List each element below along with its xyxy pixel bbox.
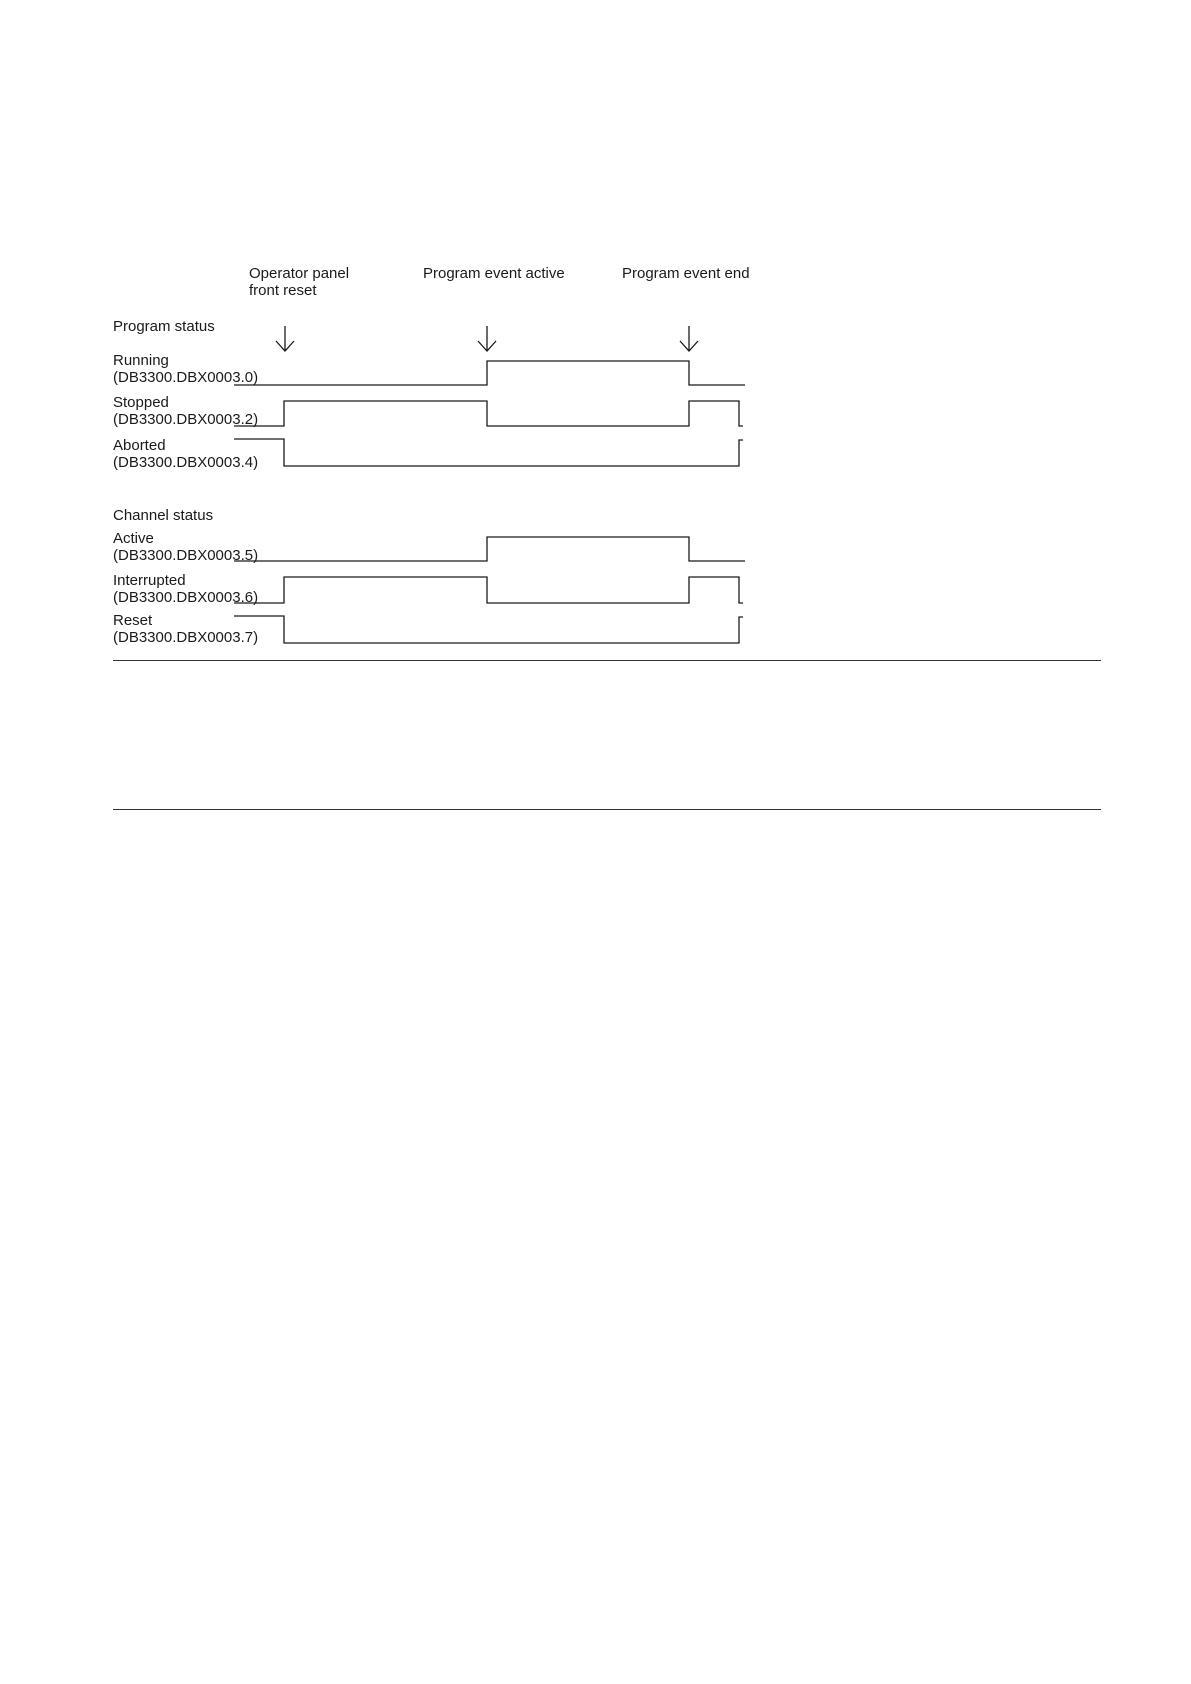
signal-address: (DB3300.DBX0003.4)	[113, 454, 259, 471]
event-label-end	[622, 265, 750, 282]
signal-name: Reset	[113, 612, 153, 629]
event-label-reset	[249, 265, 349, 299]
event-label-reset-line1: Operator panel	[249, 265, 350, 282]
event-label-active	[423, 265, 565, 282]
waveform-reset	[234, 616, 743, 643]
waveform-active	[234, 537, 745, 561]
channel-status-heading: Channel status	[113, 507, 214, 524]
signal-address: (DB3300.DBX0003.6)	[113, 589, 259, 606]
program-status-heading: Program status	[113, 318, 215, 335]
arrow-down-icon	[680, 326, 698, 351]
waveform-aborted	[234, 439, 743, 466]
waveform-interrupted	[234, 577, 743, 603]
signal-name: Active	[113, 530, 154, 547]
signal-address: (DB3300.DBX0003.7)	[113, 629, 259, 646]
signal-label-active	[113, 530, 258, 564]
signal-name: Aborted	[113, 437, 166, 454]
event-label-end-line1: Program event end	[622, 265, 750, 282]
arrow-down-icon	[478, 326, 496, 351]
signal-label-aborted	[113, 437, 258, 471]
event-label-active-line1: Program event active	[423, 265, 565, 282]
signal-label-interrupted	[113, 572, 258, 606]
signal-address: (DB3300.DBX0003.0)	[113, 369, 259, 386]
signal-name: Stopped	[113, 394, 169, 411]
signal-label-stopped	[113, 394, 258, 428]
waveform-running	[234, 361, 745, 385]
event-label-reset-line2: front reset	[249, 282, 317, 299]
divider-top	[113, 660, 1101, 661]
divider-bottom	[113, 809, 1101, 810]
arrow-down-icon	[276, 326, 294, 351]
waveform-stopped	[234, 401, 743, 426]
signal-name: Interrupted	[113, 572, 186, 589]
signal-label-running	[113, 352, 258, 386]
signal-label-reset	[113, 612, 258, 646]
signal-address: (DB3300.DBX0003.5)	[113, 547, 259, 564]
signal-name: Running	[113, 352, 169, 369]
signal-address: (DB3300.DBX0003.2)	[113, 411, 259, 428]
